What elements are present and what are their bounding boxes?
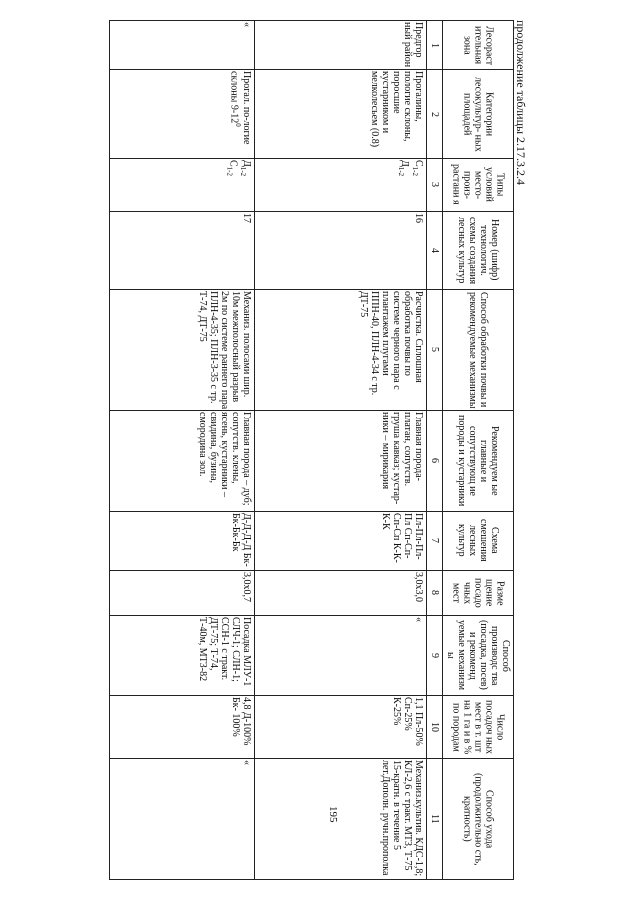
care-cell: Механиз.культив. КДС-1,8; КЛ-2,6 с тракт. МТЗ, Т-75 15-кратн. в течение 5 лет.Дополн. ручн.прополка xyxy=(255,759,427,880)
column-number: 1 xyxy=(426,21,442,70)
category-cell: Прогал. по-логие склоны $9-12^0$ xyxy=(109,70,254,158)
header-spacing: Разме щение посадо чных мест xyxy=(442,570,513,615)
zone-cell: Предгор ный район xyxy=(255,21,427,70)
scheme-cell: 16 xyxy=(255,211,427,289)
site-type-cell: $С_{1-2}$ $Д_{1-2}$ xyxy=(255,158,427,211)
header-method: Способ производс тва (посадка, посев) и рекоменд уемые механизм ы xyxy=(442,616,513,696)
method-cell: Посадка МЛУ-1 СЛЧ-1; СЛН-1; ССН-1 с тракт. ДТ-75; Т-74, Т-40м, МТЗ-82 xyxy=(109,616,254,696)
header-scheme: Номер (шифр) технологич. схемы создания лесных культур xyxy=(442,211,513,289)
scheme-cell: 17 xyxy=(109,211,254,289)
header-zone: Лесораст ительная зона xyxy=(442,21,513,70)
header-count: Число посадоч ных мест в т. шт на 1 га и в % по породам xyxy=(442,695,513,758)
header-row xyxy=(442,21,513,880)
forest-culture-table xyxy=(109,20,514,880)
column-number: 3 xyxy=(426,158,442,211)
species-cell: Главная порода- платан, сопутств. груша кавказ; кустар- ники – мирикария xyxy=(255,411,427,511)
column-number: 5 xyxy=(426,289,442,411)
mixing-cell: Пл-Пл-Пл-Пл Сп-Сп-Сп-Сп К-К-К-К xyxy=(255,511,427,570)
column-number: 9 xyxy=(426,616,442,696)
mixing-cell: Д-Д-Д-Д Бк-Бк-Бк-Бк xyxy=(109,511,254,570)
column-number: 7 xyxy=(426,511,442,570)
count-cell: 1,1 Пл-50% Сп-25% К-25% xyxy=(255,695,427,758)
species-cell: Главная порода – дуб; сопутств. клены, ясень, кустарники – свидина, бузина, смородина зол. xyxy=(109,411,254,511)
column-number: 4 xyxy=(426,211,442,289)
table-caption: продолжение таблицы 2.17.3.2.4 xyxy=(514,20,528,186)
soil-cell: Механиз. полосами шир. 10м межполосный разрыв 2м по системе раннего пара ПЛН-4-35; ПЛН-3-35 с тр. Т-74, ДТ-75 xyxy=(109,289,254,411)
header-species: Рекомендуем ые главные и сопутствующ ие породы и кустарники xyxy=(442,411,513,511)
column-number: 2 xyxy=(426,70,442,158)
spacing-cell: 3,0х3,0 xyxy=(255,570,427,615)
spacing-cell: 3,0х0,7 xyxy=(109,570,254,615)
column-number: 8 xyxy=(426,570,442,615)
header-soil: Способ обработки почвы и рекомендуемые механизмы xyxy=(442,289,513,411)
soil-cell: Расчистка. Сплошная обработка почвы по системе черного пара с плантажем плугами ППН-40, ПЛН-4-34 с тр. ДТ-75 xyxy=(255,289,427,411)
column-number: 10 xyxy=(426,695,442,758)
method-cell: « xyxy=(255,616,427,696)
header-care: Способ ухода (продолжительно сть, кратность) xyxy=(442,759,513,880)
rotated-page xyxy=(106,20,531,880)
site-type-cell: $Д_{1-2}$ $С_{1-2}$ xyxy=(109,158,254,211)
column-number: 11 xyxy=(426,759,442,880)
care-cell: « xyxy=(109,759,254,880)
category-cell: Прогалины, пологие склоны, поросшие кустарником и мелколесьем (0.8) xyxy=(255,70,427,158)
page-number: 195 xyxy=(327,806,339,823)
header-site-type: Типы условий место- произ- растани я xyxy=(442,158,513,211)
header-mixing: Схема смешения лесных культур xyxy=(442,511,513,570)
zone-cell: « xyxy=(109,21,254,70)
header-category: Категории лесокультур- ных площадей xyxy=(442,70,513,158)
column-number-row xyxy=(426,21,442,880)
table-row xyxy=(109,21,254,880)
table-row xyxy=(255,21,427,880)
column-number: 6 xyxy=(426,411,442,511)
count-cell: 4,8 Д-100% Бк- 100% xyxy=(109,695,254,758)
